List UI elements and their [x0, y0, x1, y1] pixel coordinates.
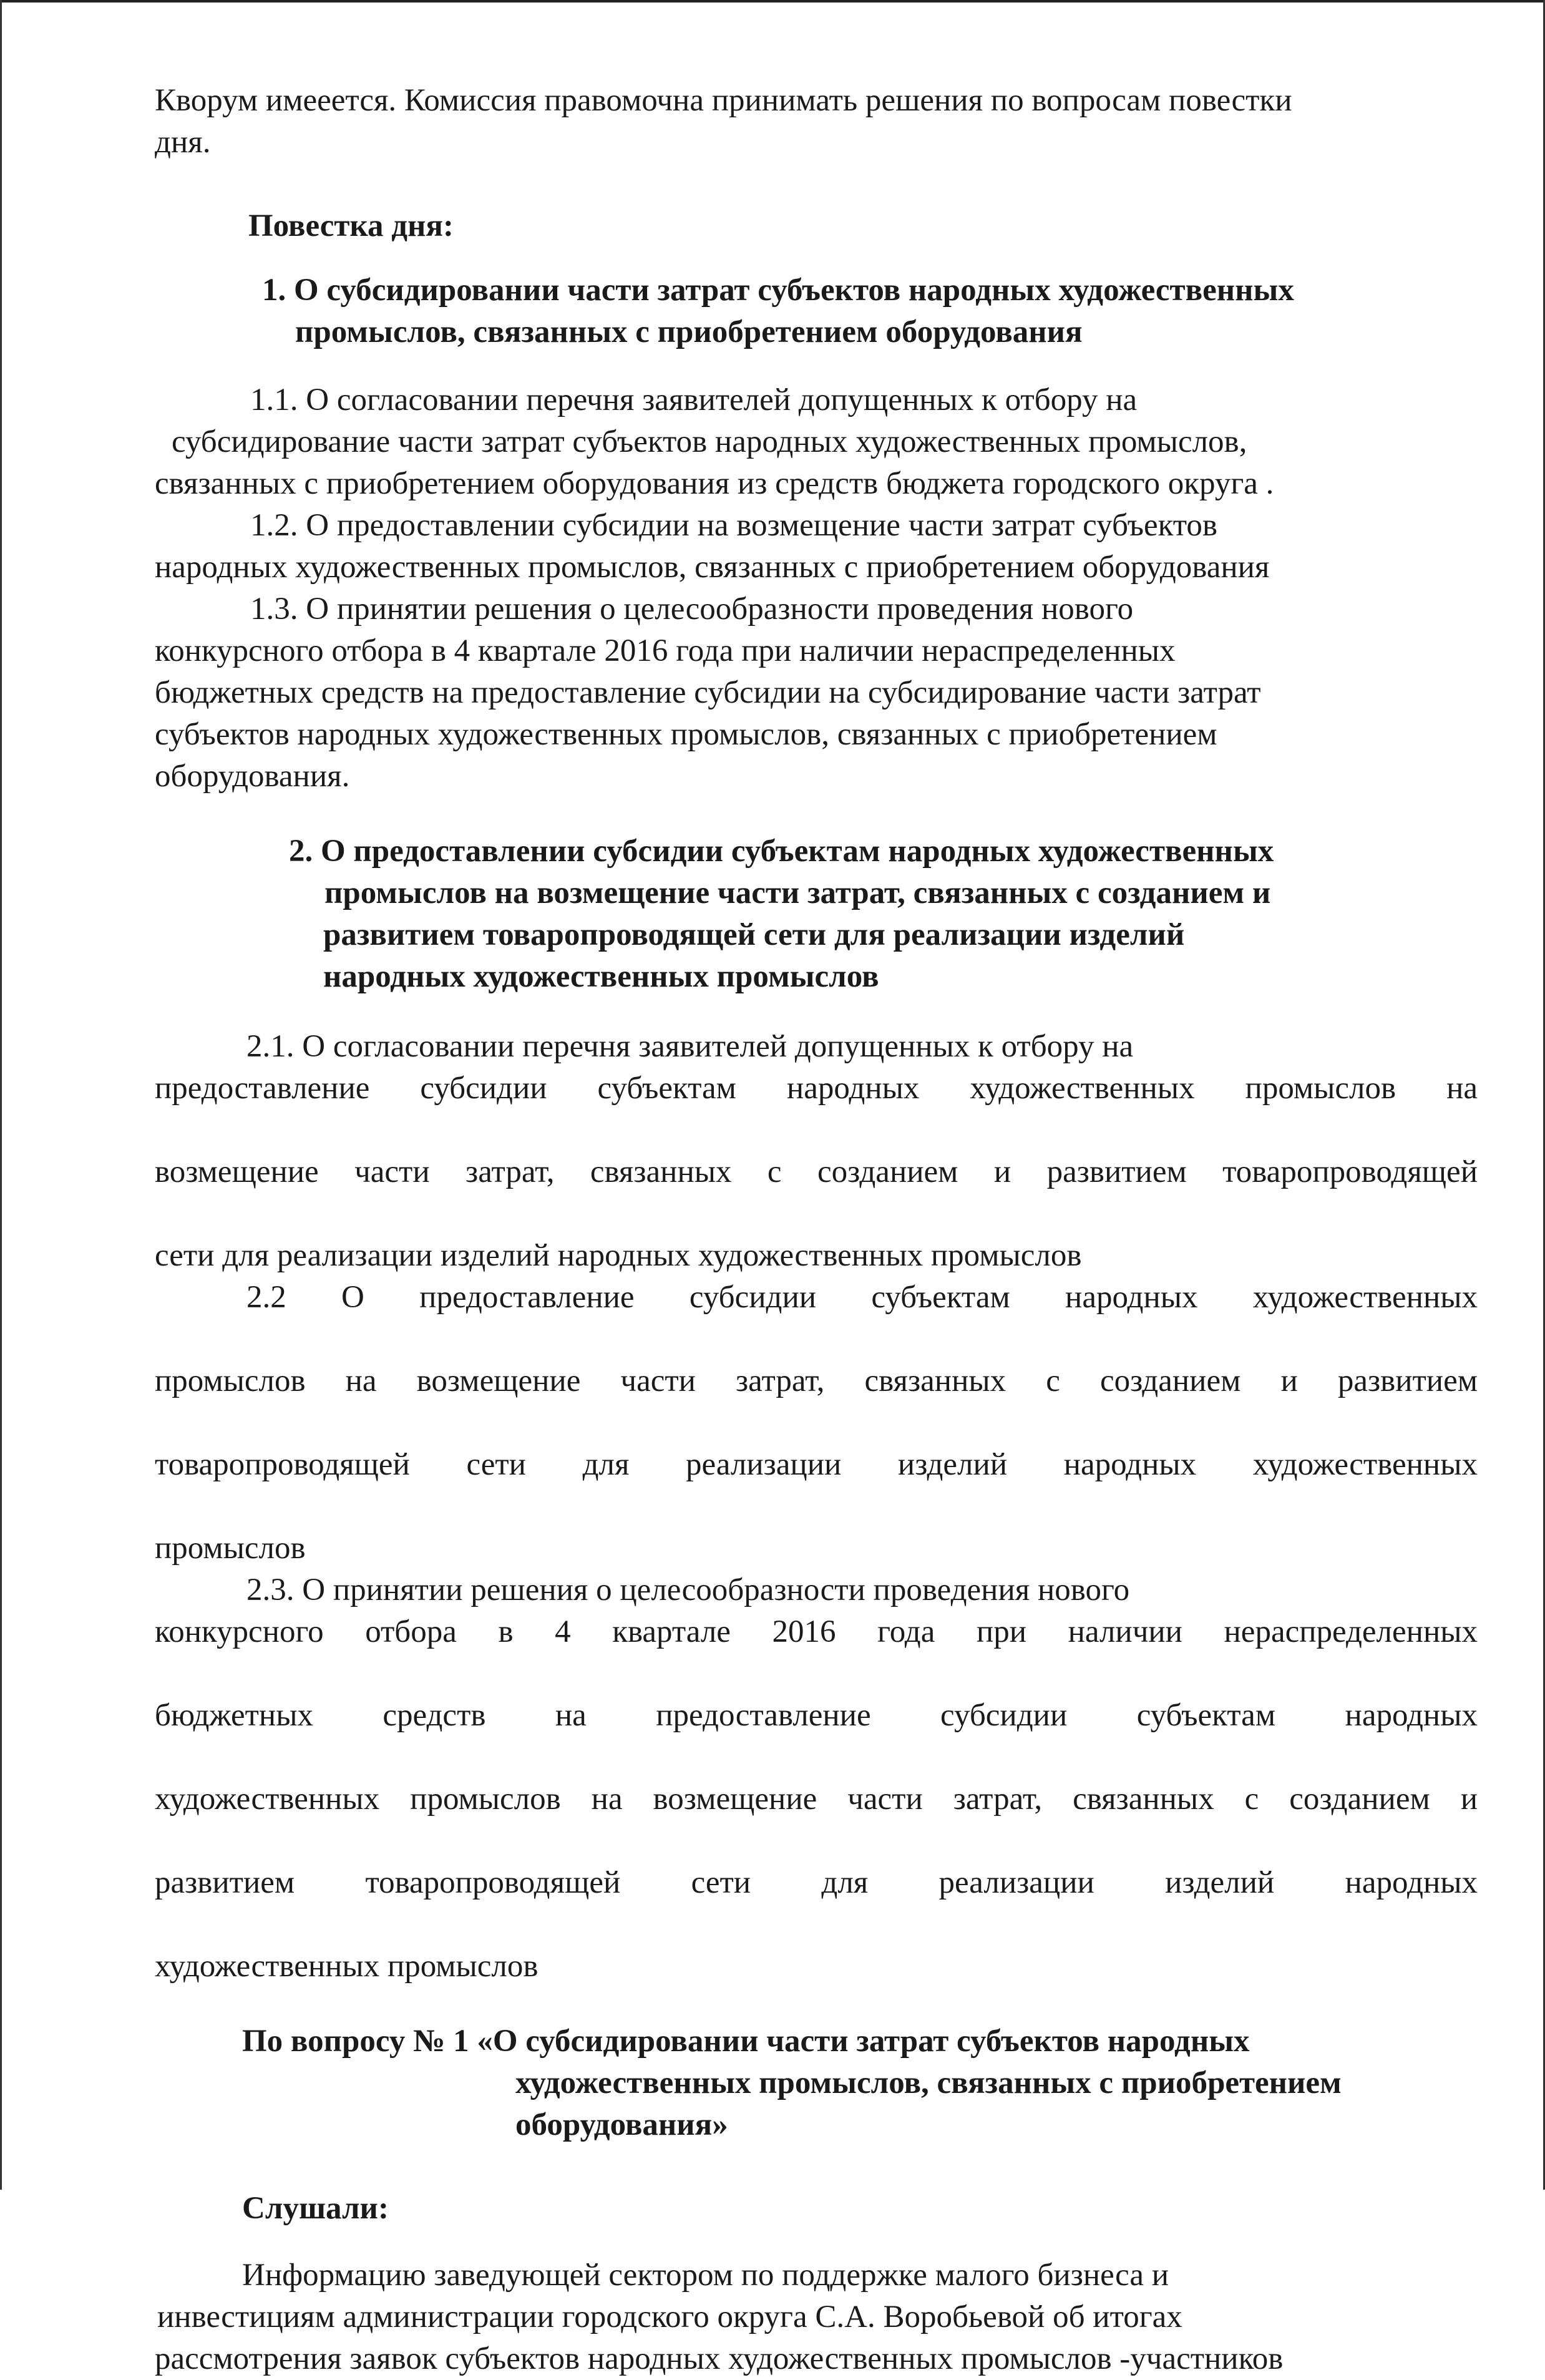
item-2-3-line-4: художественных промыслов на возмещение части затрат, связанных с созданием и	[155, 1782, 1478, 1817]
agenda-item-1-3	[155, 588, 1478, 797]
item-1-1-line-1: 1.1. О согласовании перечня заявителей допущенных к отбору на	[250, 383, 1138, 417]
item-2-3-line-1: 2.3. О принятии решения о целесообразности проведения нового	[246, 1573, 1130, 1607]
agenda-item-2-3	[155, 1569, 1478, 1987]
item-1-2-line-1: 1.2. О предоставлении субсидии на возмещение части затрат субъектов	[250, 508, 1217, 543]
agenda-item-1-heading	[155, 270, 1478, 353]
item-1-1-line-2: субсидирование части затрат субъектов народных художественных промыслов,	[172, 424, 1247, 459]
item-1-3-line-4: субъектов народных художественных промыслов, связанных с приобретением	[155, 717, 1217, 752]
item-2-2-line-2: промыслов на возмещение части затрат, связанных с созданием и развитием	[155, 1363, 1478, 1398]
agenda-title: Повестка дня:	[248, 208, 454, 243]
item-2-2-line-3: товаропроводящей сети для реализации изделий народных художественных	[155, 1447, 1478, 1482]
question-1-line-2: художественных промыслов, связанных с приобретением	[515, 2065, 1342, 2100]
item-2-1-line-3: возмещение части затрат, связанных с созданием и развитием товаропроводящей	[155, 1154, 1478, 1189]
item-1-2-line-2: народных художественных промыслов, связанных с приобретением оборудования	[155, 550, 1270, 585]
info-line-3: рассмотрения заявок субъектов народных художественных промыслов -участников	[155, 2341, 1284, 2376]
scan-border-top	[0, 0, 1545, 2]
question-1-line-3: оборудования»	[515, 2107, 728, 2142]
info-line-1: Информацию заведующей сектором по поддержке малого бизнеса и	[242, 2258, 1169, 2293]
quorum-paragraph	[155, 80, 1478, 163]
info-paragraph	[155, 2255, 1478, 2380]
agenda-item-1-2	[155, 505, 1478, 588]
item-2-2-line-1: 2.2 О предоставление субсидии субъектам народных художественных	[246, 1280, 1478, 1315]
quorum-line-1: Кворум имееется. Комиссия правомочна принимать решения по вопросам повестки	[155, 83, 1292, 118]
question-1-heading	[155, 2021, 1478, 2146]
item-1-3-line-2: конкурсного отбора в 4 квартале 2016 года при наличии нераспределенных	[155, 633, 1176, 668]
agenda-item-2-1	[155, 1026, 1478, 1277]
question-1-line-1: По вопросу № 1 «О субсидировании части затрат субъектов народных	[242, 2024, 1250, 2059]
item-2-3-line-2: конкурсного отбора в 4 квартале 2016 года при наличии нераспределенных	[155, 1614, 1478, 1649]
item-1-3-line-1: 1.3. О принятии решения о целесообразности проведения нового	[250, 592, 1134, 627]
document-page	[155, 80, 1478, 2380]
agenda-item-2-heading-line-4: народных художественных промыслов	[323, 959, 879, 994]
item-2-3-line-6: художественных промыслов	[155, 1949, 539, 1984]
agenda-item-2-heading-line-1: 2. О предоставлении субсидии субъектам народных художественных	[289, 834, 1274, 869]
agenda-item-1-heading-line-1: 1. О субсидировании части затрат субъектов народных художественных	[262, 273, 1294, 308]
item-2-1-line-1: 2.1. О согласовании перечня заявителей допущенных к отбору на	[246, 1029, 1134, 1064]
info-line-2: инвестициям администрации городского округа С.А. Воробьевой об итогах	[157, 2300, 1182, 2334]
agenda-item-2-heading-line-2: промыслов на возмещение части затрат, связанных с созданием и	[324, 875, 1271, 910]
item-2-3-line-3: бюджетных средств на предоставление субсидии субъектам народных	[155, 1698, 1478, 1733]
item-2-1-line-4: сети для реализации изделий народных художественных промыслов	[155, 1238, 1082, 1273]
item-2-2-line-4: промыслов	[155, 1531, 306, 1566]
item-2-1-line-2: предоставление субсидии субъектам народных художественных промыслов на	[155, 1071, 1478, 1106]
agenda-item-2-heading	[155, 831, 1478, 998]
item-1-3-line-5: оборудования.	[155, 759, 350, 794]
agenda-item-1-heading-line-2: промыслов, связанных с приобретением оборудования	[295, 315, 1083, 349]
quorum-line-2: дня.	[155, 125, 211, 160]
item-2-3-line-5: развитием товаропроводящей сети для реализации изделий народных	[155, 1865, 1478, 1900]
agenda-item-2-heading-line-3: развитием товаропроводящей сети для реализации изделий	[323, 917, 1185, 952]
item-1-1-line-3: связанных с приобретением оборудования из средств бюджета городского округа .	[155, 466, 1274, 501]
heard-title: Слушали:	[242, 2191, 389, 2226]
agenda-item-1-1	[155, 379, 1478, 505]
agenda-item-2-2	[155, 1277, 1478, 1569]
scan-border-left	[0, 0, 2, 2190]
item-1-3-line-3: бюджетных средств на предоставление субсидии на субсидирование части затрат	[155, 675, 1261, 710]
